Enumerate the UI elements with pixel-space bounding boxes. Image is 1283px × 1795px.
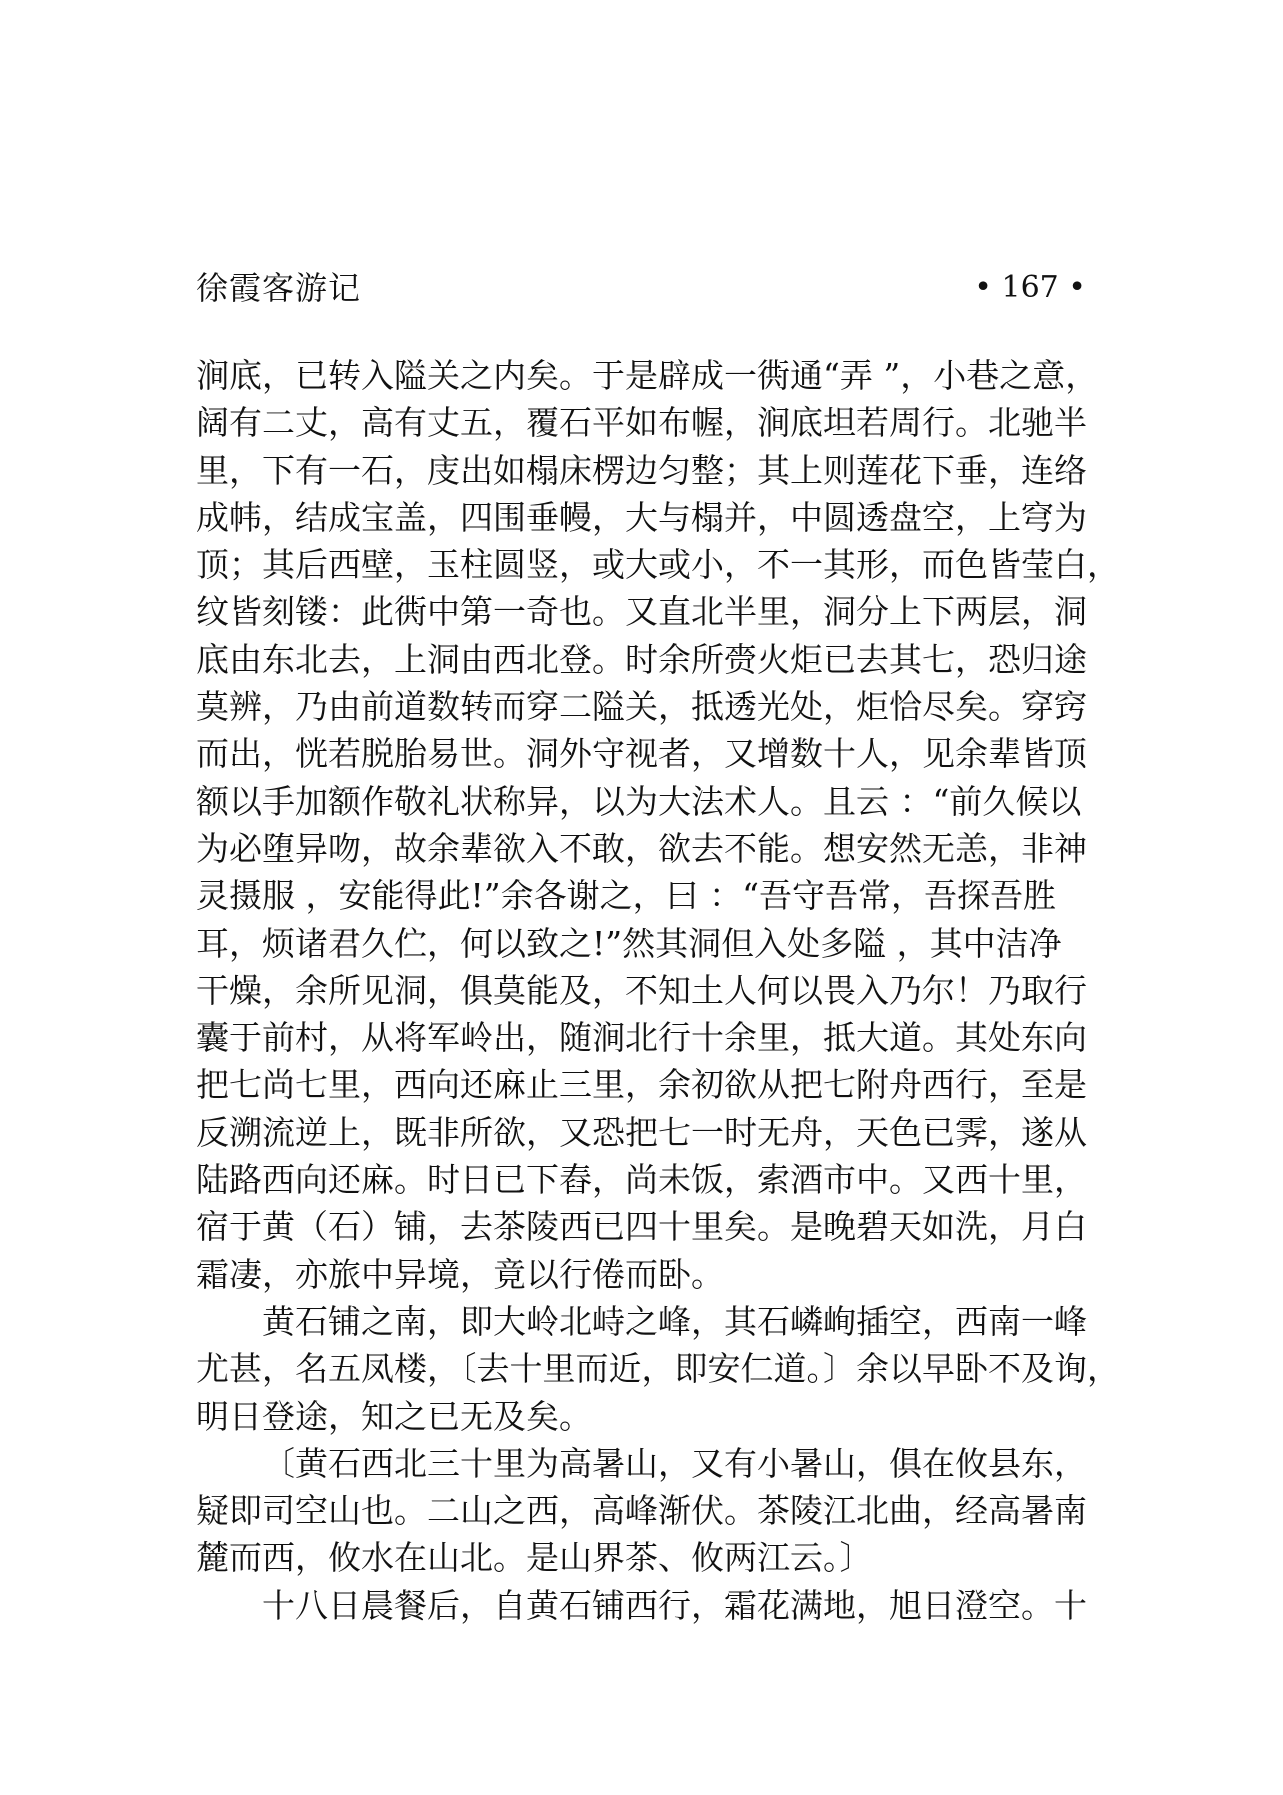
- text-line: 干燥，余所见洞，俱莫能及，不知土人何以畏入乃尔！乃取行: [196, 970, 1087, 1010]
- text-line: 涧底，已转入隘关之内矣。于是辟成一衖通“弄 ”，小巷之意，: [196, 356, 1099, 395]
- text-line: 反溯流逆上，既非所欲，又恐把七一时无舟，天色已霁，遂从: [196, 1112, 1087, 1152]
- page-number: • 167 •: [974, 270, 1086, 305]
- paragraph-start-line: 黄石铺之南，即大岭北峙之峰，其石嶙峋插空，西南一峰: [262, 1301, 1087, 1341]
- text-line: 为必堕异吻，故余辈欲入不敢，欲去不能。想安然无恙，非神: [196, 828, 1087, 868]
- text-line: 阔有二丈，高有丈五，覆石平如布幄，涧底坦若周行。北驰半: [196, 403, 1087, 443]
- text-line: 陆路西向还麻。时日已下舂，尚未饭，索酒市中。又西十里，: [196, 1160, 1087, 1200]
- body-text: [196, 352, 1120, 1629]
- text-line: 霜凄，亦旅中异境，竟以行倦而卧。: [196, 1254, 724, 1294]
- text-line: 麓而西，攸水在山北。是山界茶、攸两江云。〕: [196, 1538, 873, 1578]
- text-line: 成帏，结成宝盖，四围垂幔，大与榻并，中圆透盘空，上穹为: [196, 497, 1087, 537]
- book-title: 徐霞客游记: [196, 269, 362, 307]
- running-header: [196, 266, 1086, 310]
- text-line: 囊于前村，从将军岭出，随涧北行十余里，抵大道。其处东向: [196, 1018, 1087, 1058]
- text-line: 灵摄服 ，安能得此!”余各谢之，曰 ：“吾守吾常，吾探吾胜: [196, 876, 1056, 916]
- text-line: 把七尚七里，西向还麻止三里，余初欲从把七附舟西行，至是: [196, 1065, 1087, 1105]
- text-line: 顶；其后西壁，玉柱圆竖，或大或小，不一其形，而色皆莹白，: [196, 545, 1120, 585]
- text-line: 尤甚，名五凤楼，〔去十里而近，即安仁道。〕余以早卧不及询，: [196, 1349, 1120, 1389]
- text-line: 耳，烦诸君久伫，何以致之!”然其洞但入处多隘 ，其中洁净: [196, 923, 1062, 963]
- paragraph-start-line: 〔黄石西北三十里为高暑山，又有小暑山，俱在攸县东，: [262, 1443, 1087, 1483]
- text-line: 而出，恍若脱胎易世。洞外守视者，又增数十人，见余辈皆顶: [196, 734, 1087, 774]
- text-line: 底由东北去，上洞由西北登。时余所赍火炬已去其七，恐归途: [196, 639, 1087, 679]
- text-line: 莫辨，乃由前道数转而穿二隘关，抵透光处，炬恰尽矣。穿窍: [196, 687, 1087, 727]
- text-line: 明日登途，知之已无及矣。: [196, 1396, 592, 1436]
- text-line: 额以手加额作敬礼状称异，以为大法术人。且云 ：“前久候以: [196, 781, 1082, 821]
- text-line: 宿于黄（石）铺，去茶陵西已四十里矣。是晚碧天如洗，月白: [196, 1207, 1087, 1247]
- text-line: 疑即司空山也。二山之西，高峰渐伏。茶陵江北曲，经高暑南: [196, 1491, 1087, 1531]
- paragraph-start-line: 十八日晨餐后，自黄石铺西行，霜花满地，旭日澄空。十: [262, 1585, 1087, 1625]
- text-line: 里，下有一石，庋出如榻床楞边匀整；其上则莲花下垂，连络: [196, 450, 1087, 490]
- text-line: 纹皆刻镂：此衖中第一奇也。又直北半里，洞分上下两层，洞: [196, 592, 1087, 632]
